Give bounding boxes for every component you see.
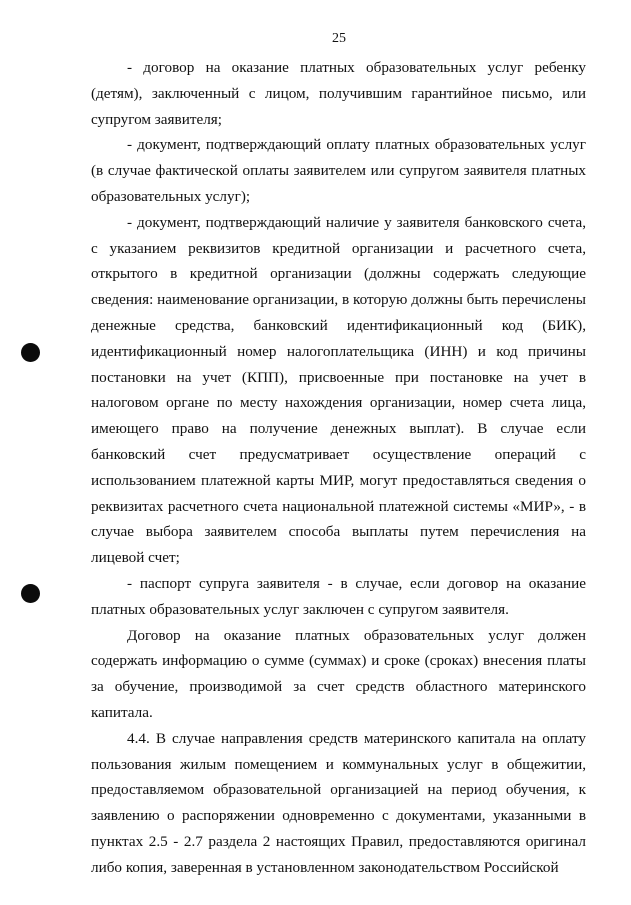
paragraph-payment-document: - документ, подтверждающий оплату платных образовательных услуг (в случае фактической оплаты заявителем или супругом заявителя платных образовательных услуг); [91,136,586,205]
paragraph-section-4-4: 4.4. В случае направления средств материнского капитала на оплату пользования жилым помещением и коммунальных услуг в общежитии, предоставляемом образовательной организацией на период обучения, к заявлению о распоряжении одновременно с документами, указанными в пунктах 2.5 - 2.7 раздела 2 настоящих Правил, предоставляются оригинал либо копия, заверенная в установленном законодательством Российской [91,729,586,876]
binder-hole-icon [21,584,40,603]
paragraph-contract-content: Договор на оказание платных образовательных услуг должен содержать информацию о сумме (суммах) и сроке (сроках) внесения платы за обучение, производимой за счет средств областного материнского капитала. [91,626,586,721]
paragraph-bank-account: - документ, подтверждающий наличие у заявителя банковского счета, с указанием реквизитов кредитной организации и расчетного счета, открытого в кредитной организации (должны содержать следующие сведения: наименование организации, в которую должны быть перечислены денежные средства, банковский идентификационный код (БИК), идентификационный номер налогоплательщика (ИНН) и код причины постановки на учет (КПП), присвоенные при постановке на учет в налоговом органе по месту нахождения организации, номер счета лица, имеющего право на получение денежных выплат). В случае если банковский счет предусматривает осуществление операций с использованием платежной карты МИР, могут предоставляться сведения о реквизитах расчетного счета национальной платежной системы «МИР», - в случае выбора заявителем способа выплаты путем перечисления на лицевой счет; [91,213,586,567]
binder-hole-icon [21,343,40,362]
paragraph-contract: - договор на оказание платных образовательных услуг ребенку (детям), заключенный с лицом, получившим гарантийное письмо, или супругом заявителя; [91,59,586,128]
page-number: 25 [332,31,346,46]
document-body [91,55,586,881]
paragraph-spouse-passport: - паспорт супруга заявителя - в случае, если договор на оказание платных образовательных услуг заключен с супругом заявителя. [91,574,586,618]
